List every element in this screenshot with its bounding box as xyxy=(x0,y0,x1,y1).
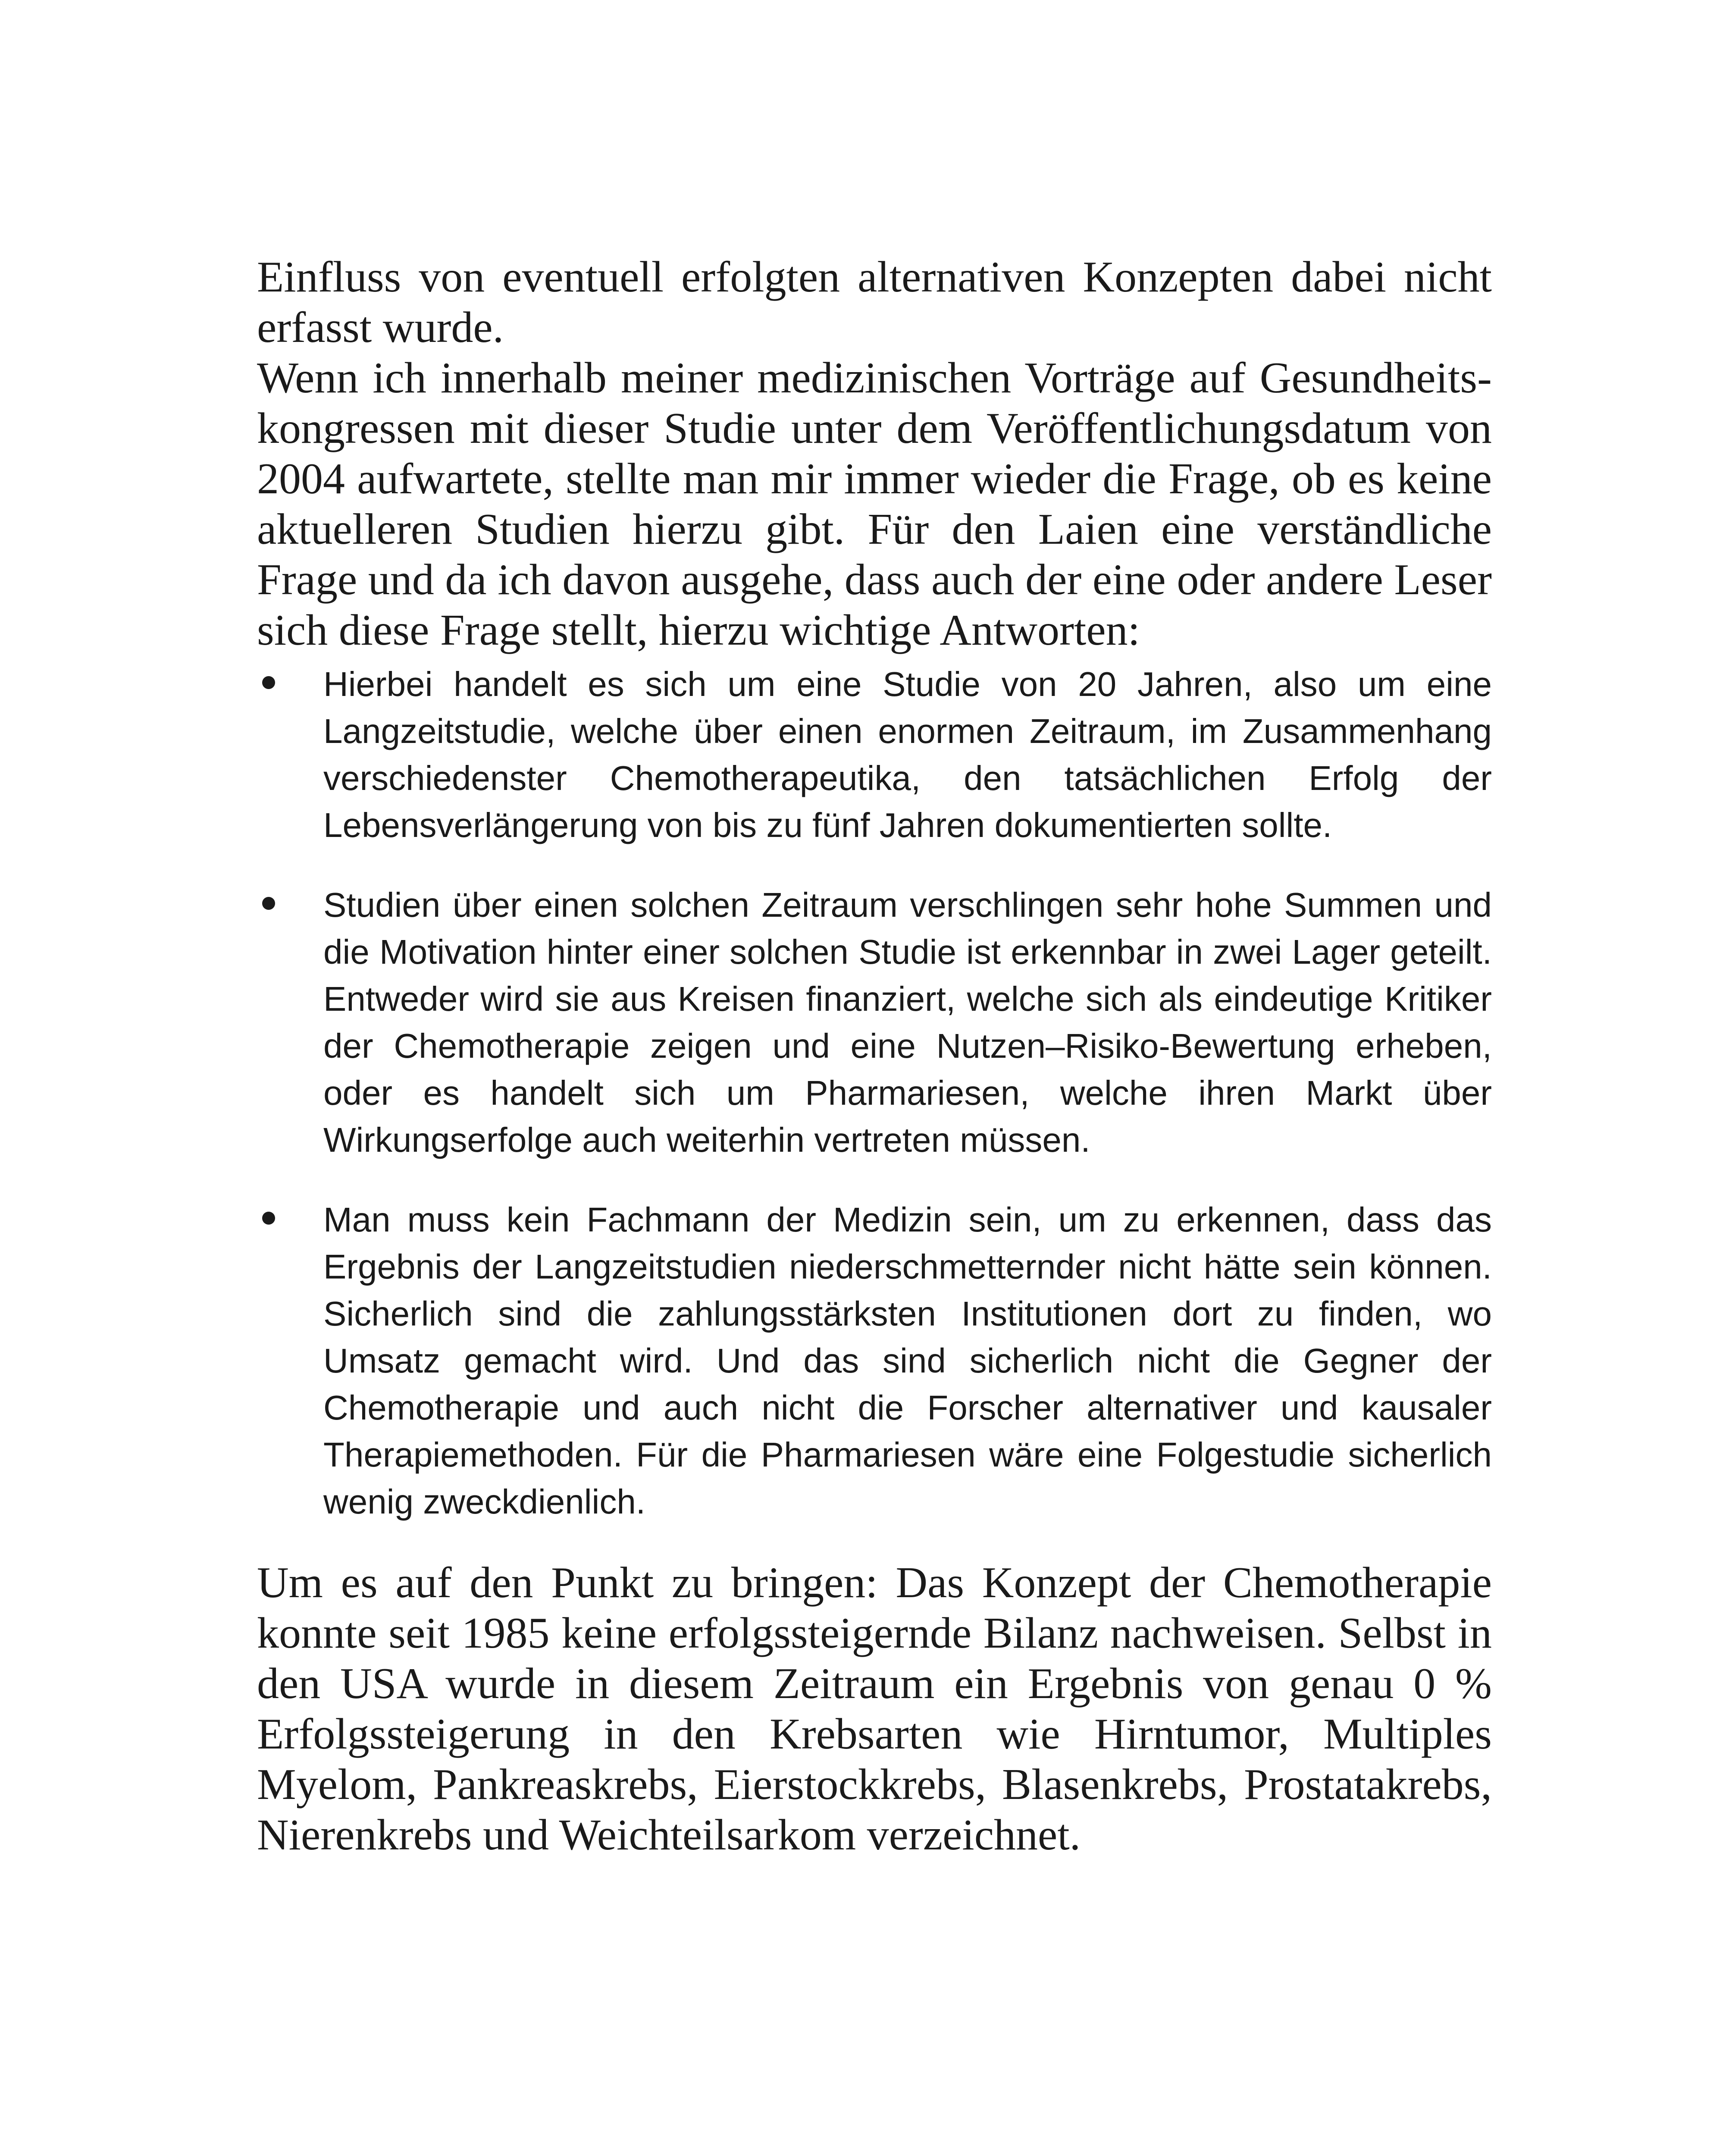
list-item xyxy=(257,881,1492,1163)
bullet-icon xyxy=(262,676,275,689)
intro-paragraph-1: Einfluss von eventuell erfolgten alternativen Konzepten dabei nicht erfasst wurde. xyxy=(257,253,1492,352)
intro-paragraph-2: Wenn ich innerhalb meiner medizinischen Vorträge auf Gesundheitskongressen mit dieser Studie unter dem Veröffentlichungsdatum von 2004 aufwartete, stellte man mir immer wieder die Frage, ob es keine aktuelleren Studien hierzu gibt. Für den Laien eine verständliche Frage und da ich davon ausgehe, dass auch der eine oder andere Leser sich diese Frage stellt, hierzu wichtige Antworten: xyxy=(257,354,1492,655)
intro-section xyxy=(257,252,1492,655)
list-item xyxy=(257,1196,1492,1525)
conclusion-section xyxy=(257,1557,1492,1860)
bullet-text: Man muss kein Fachmann der Medizin sein, um zu erkennen, dass das Ergebnis der Langzeitstudien niederschmetternder nicht hätte sein können. Sicherlich sind die zahlungsstärksten Institutionen dort zu finden, wo Umsatz gemacht wird. Und das sind sicherlich nicht die Gegner der Chemotherapie und auch nicht die Forscher alternativer und kausaler Therapiemethoden. Für die Pharmariesen wäre eine Folgestudie sicherlich wenig zweckdienlich. xyxy=(323,1200,1492,1521)
bullet-text: Studien über einen solchen Zeitraum verschlingen sehr hohe Summen und die Motivation hinter einer solchen Studie ist erkennbar in zwei Lager geteilt. Entweder wird sie aus Kreisen finanziert, welche sich als eindeutige Kritiker der Chemotherapie zeigen und eine Nutzen–Risiko-Bewertung erheben, oder es handelt sich um Pharmariesen, welche ihren Markt über Wirkungserfolge auch weiterhin vertreten müssen. xyxy=(323,886,1492,1159)
bullet-text: Hierbei handelt es sich um eine Studie von 20 Jahren, also um eine Langzeitstudie, welche über einen enormen Zeitraum, im Zusammenhang verschiedenster Chemotherapeutika, den tatsächlichen Erfolg der Lebensverlängerung von bis zu fünf Jahren dokumentierten sollte. xyxy=(323,665,1492,844)
list-item xyxy=(257,661,1492,849)
bullet-list xyxy=(257,661,1492,1558)
conclusion-paragraph: Um es auf den Punkt zu bringen: Das Konzept der Chemotherapie konnte seit 1985 keine erfolgssteigernde Bilanz nachweisen. Selbst in den USA wurde in diesem Zeitraum ein Ergebnis von genau 0 % Erfolgssteigerung in den Krebsarten wie Hirntumor, Multiples Myelom, Pankreaskrebs, Eierstockkrebs, Blasenkrebs, Prostatakrebs, Nierenkrebs und Weichteilsarkom verzeichnet. xyxy=(257,1558,1492,1859)
bullet-icon xyxy=(262,1212,275,1225)
bullet-icon xyxy=(262,897,275,910)
